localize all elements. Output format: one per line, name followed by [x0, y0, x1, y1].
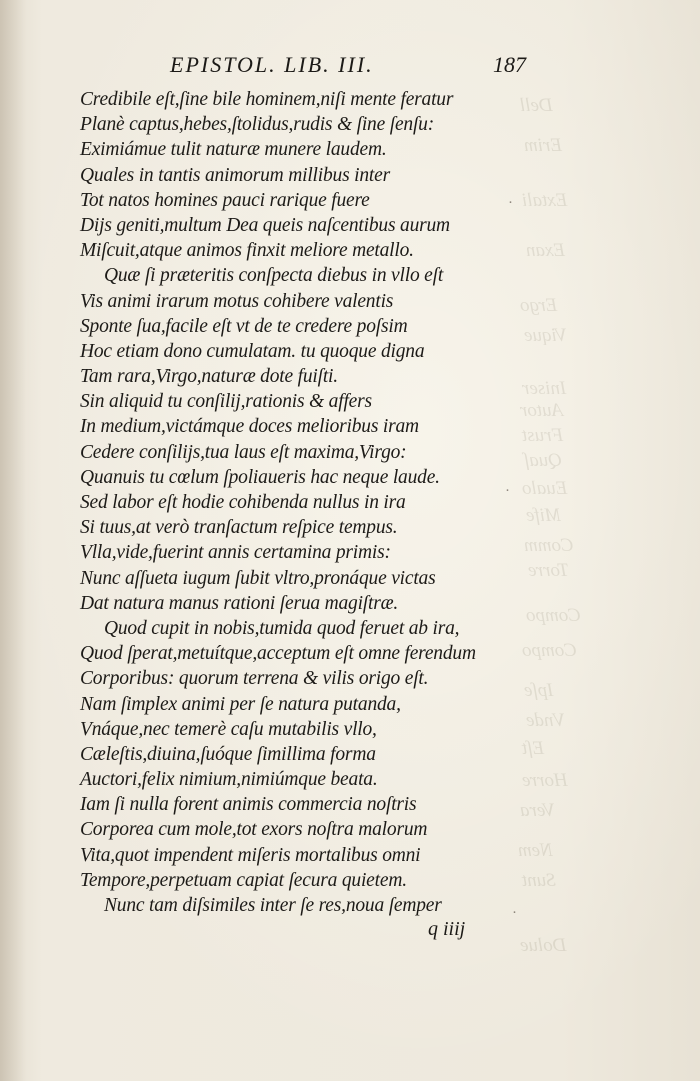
verse-text-block [80, 87, 520, 918]
verse-line: Vnáque,nec temerè caſu mutabilis vllo, [80, 718, 377, 740]
verse-line: Quod ſperat,metuítque,acceptum eſt omne ferendum [80, 643, 476, 665]
verse-line: Auctori,felix nimium,nimiúmque beata. [80, 769, 378, 791]
signature-mark: q iiij [428, 918, 466, 940]
verse-line: Credibile eſt,ſine bile hominem,niſi mente feratur [80, 89, 454, 110]
verse-line: Quales in tantis animorum millibus inter [80, 164, 390, 186]
verse-line: Tot natos homines pauci rarique fuere [80, 189, 370, 211]
verse-line: In medium,victámque doces melioribus iram [80, 416, 419, 438]
verse-line: Vita,quot impendent miſeris mortalibus omni [80, 844, 421, 866]
verse-line: Miſcuit,atque animos finxit meliore metallo. [80, 240, 414, 262]
verse-line: Dat natura manus rationi ſerua magiſtræ. [80, 592, 399, 614]
verse-line: Corporea cum mole,tot exors noſtra malorum [80, 819, 428, 841]
verse-line: Tempore,perpetuam capiat ſecura quietem. [80, 869, 407, 891]
verse-line: Sponte ſua,facile eſt vt de te credere poſsim [80, 315, 408, 337]
show-through-text: Dell Erim Extali Exan Ergo Vique Iniser Autor Frust Quaſ Eualo Mife Comm Torre Compo Compo Ipſe Vnde Eſt Horre Vera Nem Sunt Dolue [518, 95, 581, 956]
verse-line: Vis animi irarum motus cohibere valentis [80, 290, 394, 312]
verse-line: Quod cupit in nobis,tumida quod feruet ab ira, [104, 617, 460, 639]
verse-line: Quæ ſi præteritis conſpecta diebus in vllo eſt [104, 265, 444, 287]
gutter-shadow [0, 0, 26, 1081]
verse-line: Nunc aſſueta iugum ſubit vltro,pronáque victas [80, 567, 436, 589]
verse-line: Cæleſtis,diuina,ſuóque ſimillima forma [80, 743, 376, 765]
verse-line: Sin aliquid tu conſilij,rationis & affers [80, 391, 372, 413]
verse-line: Tam rara,Virgo,naturæ dote fuiſti. [80, 366, 338, 388]
verse-line: Eximiámue tulit naturæ munere laudem. [80, 139, 387, 161]
verse-line: Planè captus,hebes,ſtolidus,rudis & ſine ſenſu: [80, 114, 435, 136]
verse-line: Cedere conſilijs,tua laus eſt maxima,Virgo: [80, 441, 407, 463]
verse-line: Iam ſi nulla forent animis commercia noſtris [80, 794, 417, 816]
verse-line: Dijs geniti,multum Dea queis naſcentibus aurum [80, 214, 450, 236]
running-head: EPISTOL. LIB. III. [170, 52, 374, 77]
page-number: 187 [493, 52, 526, 77]
verse-line: Sed labor eſt hodie cohibenda nullus in ira [80, 492, 406, 513]
verse-line: Nam ſimplex animi per ſe natura putanda, [80, 693, 401, 715]
margin-dot: · [512, 905, 517, 921]
verse-line: Hoc etiam dono cumulatam. tu quoque digna [80, 340, 425, 362]
margin-dot: · [505, 483, 510, 499]
verse-line: Corporibus: quorum terrena & vilis origo eſt. [80, 668, 429, 690]
verse-line: Quanuis tu cœlum ſpoliaueris hac neque laude. [80, 466, 440, 488]
verse-line: Vlla,vide,fuerint annis certamina primis: [80, 542, 391, 564]
verse-line: Si tuus,at verò tranſactum reſpice tempus. [80, 517, 398, 539]
verse-line: Nunc tam diſsimiles inter ſe res,noua ſemper [104, 895, 442, 916]
margin-dot: · [508, 195, 513, 211]
